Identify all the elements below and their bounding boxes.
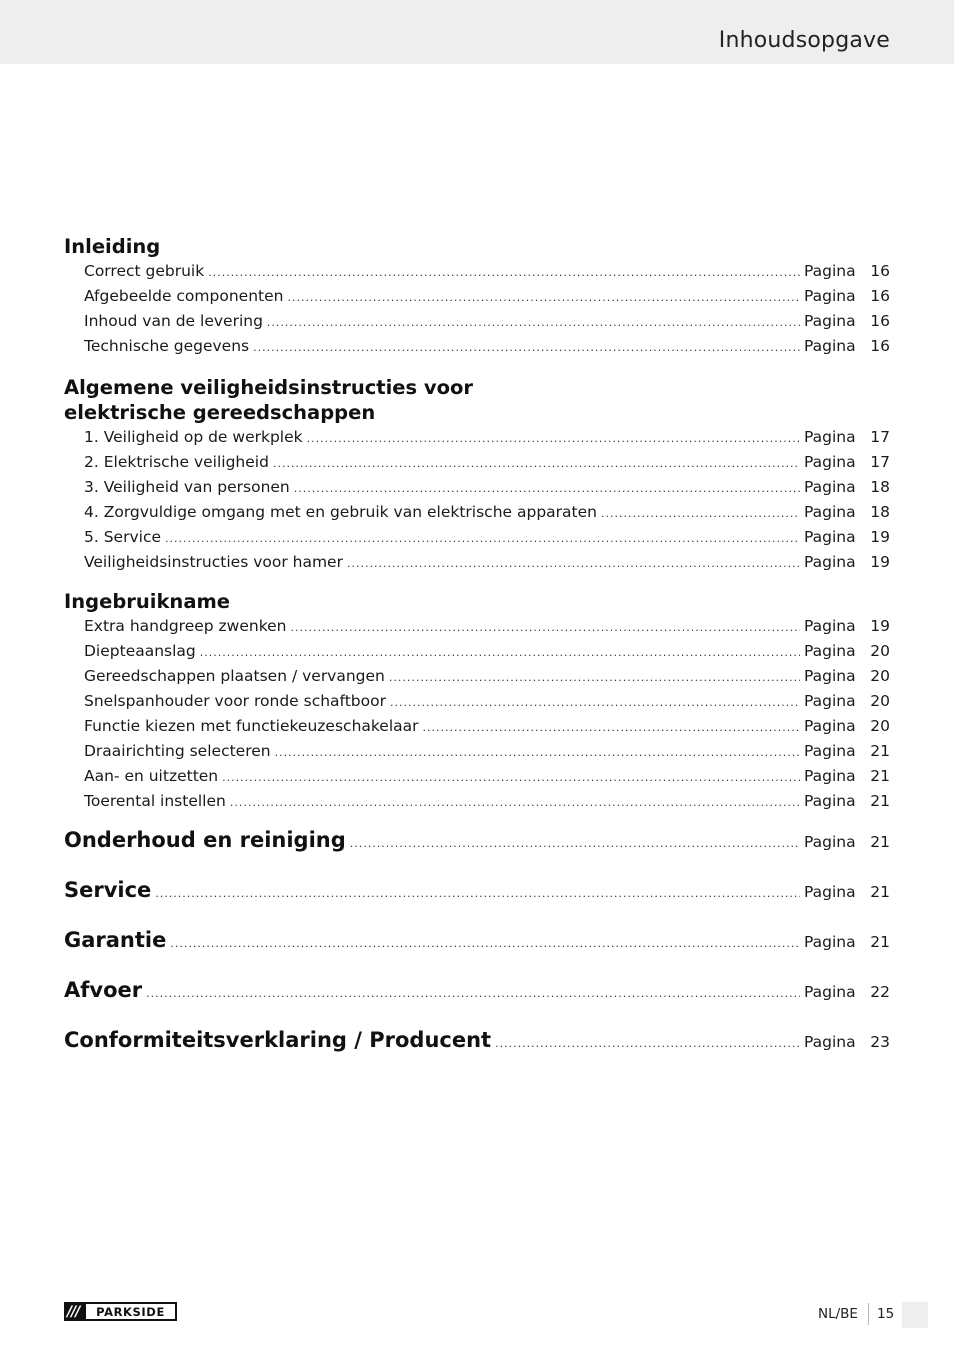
entry-pagina: Pagina	[804, 883, 856, 901]
entry-pagina: Pagina	[804, 1033, 856, 1051]
dot-leader	[423, 715, 800, 740]
dot-leader	[495, 1037, 800, 1050]
table-of-contents	[64, 234, 890, 1064]
entry-page-number: 23	[870, 1033, 890, 1051]
toc-main-entry[interactable]	[64, 1014, 890, 1064]
dot-leader	[267, 310, 800, 335]
page-number: 15	[877, 1306, 895, 1322]
footer-tab-box	[902, 1302, 928, 1328]
toc-main-entry[interactable]	[64, 814, 890, 864]
entry-page-number: 16	[870, 337, 890, 355]
dot-leader	[287, 285, 800, 310]
dot-leader	[601, 501, 800, 526]
toc-main-entry[interactable]	[64, 964, 890, 1014]
entry-page-number: 19	[870, 553, 890, 571]
toc-entry[interactable]	[64, 450, 890, 475]
dot-leader	[165, 526, 800, 551]
toc-entry[interactable]	[64, 764, 890, 789]
dot-leader	[170, 937, 800, 950]
entry-label: Snelspanhouder voor ronde schaftboor	[84, 692, 386, 710]
section-ingebruikname	[64, 589, 890, 814]
spacer	[64, 575, 890, 589]
dot-leader	[200, 640, 800, 665]
entry-label: Afgebeelde componenten	[84, 287, 284, 305]
entry-label: Correct gebruik	[84, 262, 205, 280]
entry-label: Extra handgreep zwenken	[84, 617, 287, 635]
footer-divider	[868, 1303, 869, 1325]
entry-pagina: Pagina	[804, 312, 856, 330]
entry-page-number: 20	[870, 717, 890, 735]
entry-page-number: 17	[870, 453, 890, 471]
entry-pagina: Pagina	[804, 503, 856, 521]
entry-page-number: 19	[870, 617, 890, 635]
main-entry-label: Conformiteitsverklaring / Producent	[64, 1028, 492, 1052]
entry-label: Diepteaanslag	[84, 642, 196, 660]
entry-label: Toerental instellen	[84, 792, 226, 810]
toc-main-entry[interactable]	[64, 914, 890, 964]
dot-leader	[389, 665, 800, 690]
entry-pagina: Pagina	[804, 767, 856, 785]
entry-page-number: 22	[870, 983, 890, 1001]
dot-leader	[253, 335, 800, 360]
toc-entry[interactable]	[64, 259, 890, 284]
dot-leader	[275, 740, 800, 765]
dot-leader	[291, 615, 801, 640]
entry-label: 2. Elektrische veiligheid	[84, 453, 269, 471]
entry-label: Technische gegevens	[84, 337, 250, 355]
entry-pagina: Pagina	[804, 792, 856, 810]
section-heading-line2: elektrische gereedschappen	[64, 401, 376, 424]
entry-page-number: 21	[870, 833, 890, 851]
parkside-logo	[64, 1302, 177, 1321]
toc-entry[interactable]	[64, 475, 890, 500]
entry-page-number: 16	[870, 312, 890, 330]
language-code: NL/BE	[818, 1306, 858, 1322]
entry-label: Veiligheidsinstructies voor hamer	[84, 553, 343, 571]
dot-leader	[350, 837, 800, 850]
entry-page-number: 21	[870, 742, 890, 760]
toc-entry[interactable]	[64, 689, 890, 714]
entry-page-number: 21	[870, 767, 890, 785]
entry-label: 1. Veiligheid op de werkplek	[84, 428, 303, 446]
toc-entry[interactable]	[64, 739, 890, 764]
dot-leader	[390, 690, 800, 715]
toc-main-entry[interactable]	[64, 864, 890, 914]
dot-leader	[347, 551, 800, 576]
toc-entry[interactable]	[64, 525, 890, 550]
main-entry-label: Onderhoud en reiniging	[64, 828, 346, 852]
entry-pagina: Pagina	[804, 692, 856, 710]
dot-leader	[307, 426, 800, 451]
entry-pagina: Pagina	[804, 667, 856, 685]
toc-entry[interactable]	[64, 334, 890, 359]
entry-pagina: Pagina	[804, 337, 856, 355]
entry-label: 3. Veiligheid van personen	[84, 478, 290, 496]
entry-page-number: 20	[870, 667, 890, 685]
page-title: Inhoudsopgave	[718, 28, 890, 53]
main-entry-label: Garantie	[64, 928, 167, 952]
dot-leader	[294, 476, 800, 501]
section-heading-line1: Algemene veiligheidsinstructies voor	[64, 376, 474, 399]
entry-label: Draairichting selecteren	[84, 742, 271, 760]
entry-pagina: Pagina	[804, 428, 856, 446]
entry-label: Gereedschappen plaatsen / vervangen	[84, 667, 385, 685]
entry-pagina: Pagina	[804, 933, 856, 951]
entry-pagina: Pagina	[804, 262, 856, 280]
entry-label: Inhoud van de levering	[84, 312, 263, 330]
entry-label: Aan- en uitzetten	[84, 767, 219, 785]
entry-pagina: Pagina	[804, 617, 856, 635]
entry-page-number: 18	[870, 503, 890, 521]
entry-pagina: Pagina	[804, 528, 856, 546]
entry-page-number: 16	[870, 262, 890, 280]
main-entry-label: Service	[64, 878, 152, 902]
dot-leader	[222, 765, 800, 790]
logo-slashes: ///	[67, 1303, 80, 1320]
entry-pagina: Pagina	[804, 833, 856, 851]
section-heading: Ingebruikname	[64, 590, 231, 613]
entry-page-number: 20	[870, 642, 890, 660]
entry-page-number: 21	[870, 933, 890, 951]
toc-entry[interactable]	[64, 664, 890, 689]
entry-label: 4. Zorgvuldige omgang met en gebruik van elektrische apparaten	[84, 503, 597, 521]
entry-page-number: 21	[870, 792, 890, 810]
section-heading: Inleiding	[64, 235, 161, 258]
entry-label: 5. Service	[84, 528, 162, 546]
toc-entry[interactable]	[64, 500, 890, 525]
toc-entry[interactable]	[64, 789, 890, 814]
entry-pagina: Pagina	[804, 983, 856, 1001]
entry-pagina: Pagina	[804, 553, 856, 571]
entry-page-number: 16	[870, 287, 890, 305]
logo-text-box	[86, 1304, 175, 1319]
toc-entry[interactable]	[64, 550, 890, 575]
dot-leader	[155, 887, 800, 900]
section-algemene-veiligheid	[64, 375, 890, 575]
dot-leader	[230, 790, 800, 815]
entry-page-number: 19	[870, 528, 890, 546]
entry-pagina: Pagina	[804, 642, 856, 660]
entry-pagina: Pagina	[804, 287, 856, 305]
entry-pagina: Pagina	[804, 478, 856, 496]
entry-pagina: Pagina	[804, 717, 856, 735]
toc-entry[interactable]	[64, 639, 890, 664]
toc-entry[interactable]	[64, 284, 890, 309]
spacer	[64, 359, 890, 375]
entry-page-number: 18	[870, 478, 890, 496]
main-entry-label: Afvoer	[64, 978, 143, 1002]
entry-pagina: Pagina	[804, 742, 856, 760]
toc-entry[interactable]	[64, 714, 890, 739]
entry-page-number: 21	[870, 883, 890, 901]
dot-leader	[146, 987, 800, 1000]
entry-page-number: 20	[870, 692, 890, 710]
section-inleiding	[64, 234, 890, 359]
logo-text: PARKSIDE	[96, 1304, 165, 1319]
dot-leader	[273, 451, 800, 476]
entry-pagina: Pagina	[804, 453, 856, 471]
entry-label: Functie kiezen met functiekeuzeschakelaar	[84, 717, 419, 735]
toc-entry[interactable]	[64, 309, 890, 334]
dot-leader	[208, 260, 800, 285]
toc-entry[interactable]	[64, 614, 890, 639]
toc-entry[interactable]	[64, 425, 890, 450]
entry-page-number: 17	[870, 428, 890, 446]
